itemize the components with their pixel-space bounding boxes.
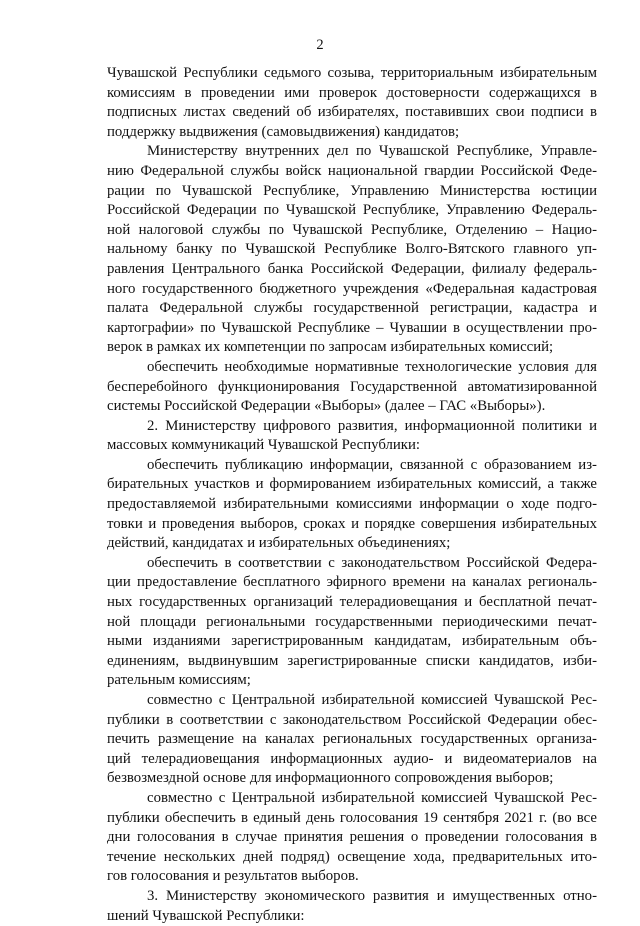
text-line: публики обеспечить в единый день голосования 19 сентября 2021 г. (во все <box>107 809 597 826</box>
text-line: шений Чувашской Республики: <box>107 907 305 924</box>
text-line: ной площади региональными государственными периодическими печат- <box>107 613 597 630</box>
text-line: действий, кандидатах и избирательных объединениях; <box>107 535 451 552</box>
text-line: ций телерадиовещания информационных аудио- и видеоматериалов на <box>107 750 597 767</box>
text-line: Российской Федерации по Чувашской Республике, Управлению Федераль- <box>107 202 597 219</box>
text-line: обеспечить в соответствии с законодательством Российской Федера- <box>147 554 597 571</box>
text-line: комиссиям в проведении ими проверок достоверности содержащихся в <box>107 84 597 101</box>
text-line: Министерству внутренних дел по Чувашской Республике, Управле- <box>147 143 597 160</box>
text-line: 3. Министерству экономического развития и имущественных отно- <box>147 887 597 904</box>
text-line: верок в рамках их компетенции по запросам избирательных комиссий; <box>107 339 554 356</box>
text-line: течение нескольких дней подряд) освещение хода, предварительных ито- <box>107 848 597 865</box>
text-line: печить размещение на каналах региональных государственных организа- <box>107 731 597 748</box>
text-line: ных государственных организаций телерадиовещания и бесплатной печат- <box>107 594 597 611</box>
text-line: рации по Чувашской Республике, Управлению Министерства юстиции <box>107 182 597 199</box>
text-line: безвозмездной основе для информационного сопровождения выборов; <box>107 770 554 787</box>
text-line: обеспечить публикацию информации, связанной с образованием из- <box>147 456 597 473</box>
text-line: совместно с Центральной избирательной комиссией Чувашской Рес- <box>147 789 597 806</box>
text-line: 2. Министерству цифрового развития, информационной политики и <box>147 417 597 434</box>
page-number: 2 <box>316 37 324 53</box>
text-line: картографии» по Чувашской Республике – Чувашии в осуществлении про- <box>107 319 597 336</box>
text-line: бесперебойного функционирования Государственной автоматизированной <box>107 378 597 395</box>
body-text <box>107 64 597 926</box>
text-line: массовых коммуникаций Чувашской Республики: <box>107 437 421 454</box>
text-line: бирательных участков и формированием избирательных комиссий, а также <box>107 476 597 493</box>
text-line: системы Российской Федерации «Выборы» (далее – ГАС «Выборы»). <box>107 398 546 415</box>
text-line: палата Федеральной службы государственной регистрации, кадастра и <box>107 300 597 317</box>
text-line: товки и проведения выборов, сроках и порядке совершения избирательных <box>107 515 597 532</box>
text-line: гов голосования и результатов выборов. <box>107 868 359 885</box>
text-line: дни голосования в случае принятия решения о проведении голосования в <box>107 829 597 846</box>
text-line: рательным комиссиям; <box>107 672 251 689</box>
text-line: ции предоставление бесплатного эфирного времени на каналах региональ- <box>107 574 597 591</box>
text-line: совместно с Центральной избирательной комиссией Чувашской Рес- <box>147 692 597 708</box>
text-line: единениям, выдвинувшим зарегистрированные списки кандидатов, изби- <box>107 652 597 669</box>
text-line: поддержку выдвижения (самовыдвижения) кандидатов; <box>107 123 460 140</box>
text-line: публики в соответствии с законодательством Российской Федерации обес- <box>107 711 597 728</box>
text-line: ного государственного бюджетного учреждения «Федеральная кадастровая <box>107 280 597 297</box>
text-line: нальному банку по Чувашской Республике Волго-Вятского главного уп- <box>107 241 597 258</box>
text-line: предоставляемой избирательными комиссиями информации о ходе подго- <box>107 496 597 513</box>
text-line: Чувашской Республики седьмого созыва, территориальным избирательным <box>107 65 597 81</box>
text-line: обеспечить необходимые нормативные технологические условия для <box>147 358 597 375</box>
text-line: ными изданиями зарегистрированным кандидатам, избирательным объ- <box>107 633 597 650</box>
text-line: подписных листах сведений об избирателях, поставивших свои подписи в <box>107 104 597 121</box>
text-line: нию Федеральной службы войск национальной гвардии Российской Феде- <box>107 162 597 179</box>
text-line: ной налоговой службы по Чувашской Республике, Отделению – Нацио- <box>107 221 597 238</box>
text-line: равления Центрального банка Российской Федерации, филиалу федераль- <box>107 260 597 277</box>
